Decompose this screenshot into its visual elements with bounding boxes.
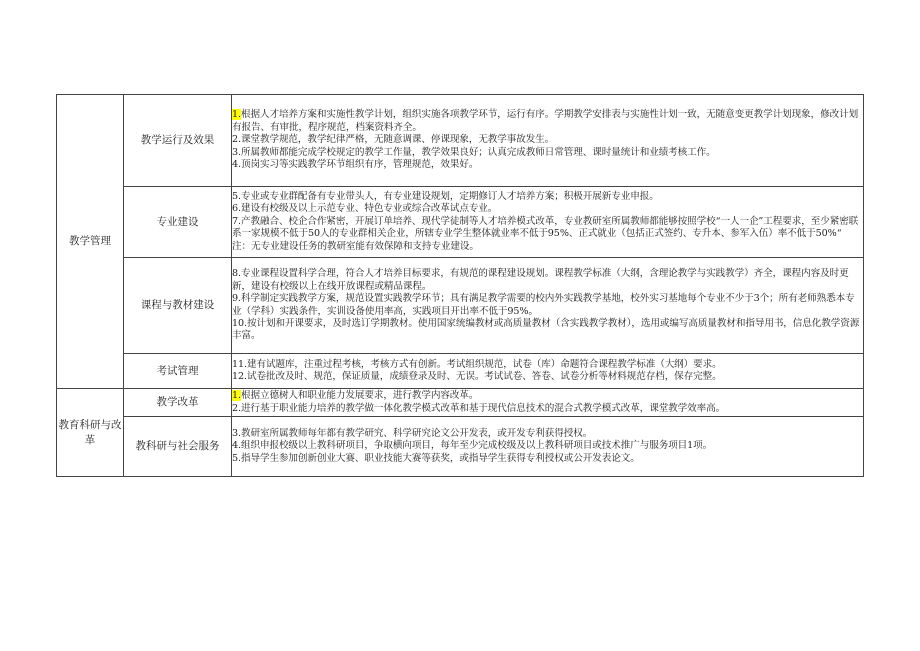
criteria-item: [232, 403, 863, 415]
criteria-item: [232, 134, 863, 146]
criteria-cell: [232, 417, 864, 477]
item-text: 顶岗实习等实践教学环节组织有序，管理规范，效果好。: [240, 159, 479, 171]
criteria-item: [232, 241, 863, 253]
item-text: 试卷批改及时、规范，保证质量，成绩登录及时、无误。考试试卷、答卷、试卷分析等材料规范存档，保存完整。: [246, 371, 722, 382]
criteria-item: [232, 428, 863, 440]
item-number: 8.: [232, 268, 241, 280]
criteria-item: [232, 216, 863, 241]
item-number: 9.: [232, 293, 241, 305]
item-text: 组织申报校级以上教科研项目，争取横向项目，每年至少完成校级及以上教科研项目或技术推广与服务项目1项。: [240, 440, 713, 452]
criteria-cell: [232, 258, 864, 354]
criteria-item: [232, 268, 863, 293]
evaluation-table: [56, 94, 864, 477]
item-text: 指导学生参加创新创业大赛、职业技能大赛等获奖，或指导学生获得专利授权或公开发表论文。: [240, 452, 640, 464]
criteria-cell: [232, 389, 864, 417]
item-text: 教研室所属教师每年都有教学研究、科学研究论文公开发表，或开发专利获得授权。: [240, 427, 593, 439]
category-cell: 教育科研与改革: [57, 389, 124, 477]
table-body: [57, 95, 864, 477]
criteria-cell: [232, 187, 864, 258]
criteria-item: [232, 293, 863, 318]
criteria-item: [232, 191, 863, 203]
category-cell: 教学管理: [57, 95, 124, 389]
item-number: 2.: [232, 134, 241, 146]
criteria-item: [232, 203, 863, 215]
item-number: 4.: [232, 440, 241, 452]
criteria-item: [232, 453, 863, 465]
table-row: [57, 389, 864, 417]
item-text: 按计划和开课要求，及时选订学期教材。使用国家统编教材或高质量教材（含实践教学教材），选用或编写高质量教材和指导用书，信息化教学资源丰富。: [232, 317, 860, 342]
item-number: 1.: [232, 390, 241, 402]
item-text: 专业或专业群配备有专业带头人，有专业建设规划，定期修订人才培养方案；积极开展新专业申报。: [240, 190, 659, 202]
criteria-item: [232, 359, 863, 371]
item-text: 专业课程设置科学合理，符合人才培养目标要求，有规范的课程建设规划。课程教学标准（大纲，含理论教学与实践教学）齐全，课程内容及时更新，建设有校级以上在线开放课程或精品课程。: [232, 268, 849, 292]
criteria-item: [232, 159, 863, 171]
item-text: 建设有校级及以上示范专业、特色专业或综合改革试点专业。: [240, 203, 498, 215]
criteria-item: [232, 390, 863, 402]
item-text: 产教融合、校企合作紧密，开展订单培养、现代学徒制等人才培养模式改革，专业教研室所属教师都能够按照学校“一人一企”工程要求，至少紧密联系一家规模不低于50人的专业群相关企业，所辖专业学生整体就业率不低于95%、正式就业（包括正式签约、专升本、参军入伍）率不低于50%“: [232, 215, 859, 240]
item-number: 4.: [232, 159, 241, 171]
item-text: 所属教师都能完成学校规定的教学工作量，教学效果良好；认真完成教师日常管理、课时量统计和业绩考核工作。: [240, 146, 716, 158]
table-row: [57, 354, 864, 389]
criteria-item: [232, 109, 863, 134]
item-number: 12.: [232, 371, 247, 382]
table-row: [57, 95, 864, 187]
criteria-item: [232, 371, 863, 383]
item-text: 科学制定实践教学方案，规范设置实践教学环节；具有满足教学需要的校内外实践教学基地，校外实习基地每个专业不少于3个；所有老师熟悉本专业（学科）实践条件，实训设备使用率高，实践项目开出率不低于95%。: [232, 293, 855, 317]
item-text: 根据立德树人和职业能力发展要求，进行教学内容改革。: [240, 390, 479, 402]
item-number: 5.: [232, 452, 241, 464]
item-number: 11.: [232, 358, 247, 370]
item-text: 无专业建设任务的教研室能有效保障和支持专业建设。: [251, 240, 479, 252]
table-row: [57, 258, 864, 354]
criteria-item: [232, 147, 863, 159]
subcategory-cell: 课程与教材建设: [124, 258, 232, 354]
item-number: 5.: [232, 190, 241, 202]
item-text: 进行基于职业能力培养的教学做一体化教学模式改革和基于现代信息技术的混合式教学模式改革，课堂教学效率高。: [240, 402, 726, 414]
item-number: 1.: [232, 109, 241, 121]
item-number: 注：: [232, 240, 251, 252]
criteria-cell: [232, 354, 864, 389]
subcategory-cell: 专业建设: [124, 187, 232, 258]
subcategory-cell: 考试管理: [124, 354, 232, 389]
item-number: 3.: [232, 427, 241, 439]
item-number: 10.: [232, 317, 247, 329]
item-number: 7.: [232, 215, 241, 227]
subcategory-cell: 教科研与社会服务: [124, 417, 232, 477]
item-text: 课堂教学规范，教学纪律严格，无随意调课、停课现象，无教学事故发生。: [240, 134, 555, 146]
item-number: 3.: [232, 146, 241, 158]
table-row: [57, 187, 864, 258]
subcategory-cell: 教学运行及效果: [124, 95, 232, 187]
item-number: 2.: [232, 402, 241, 414]
item-text: 根据人才培养方案和实施性教学计划，组织实施各项教学环节，运行有序。学期教学安排表与实施性计划一致，无随意变更教学计划现象，修改计划有报告、有审批，程序规范，档案资料齐全。: [232, 109, 859, 133]
criteria-item: [232, 318, 863, 343]
item-number: 6.: [232, 203, 241, 215]
criteria-item: [232, 440, 863, 452]
table-row: [57, 417, 864, 477]
subcategory-cell: 教学改革: [124, 389, 232, 417]
criteria-cell: [232, 95, 864, 187]
item-text: 建有试题库，注重过程考核，考核方式有创新。考试组织规范，试卷（库）命题符合课程教学标准（大纲）要求。: [246, 358, 722, 370]
